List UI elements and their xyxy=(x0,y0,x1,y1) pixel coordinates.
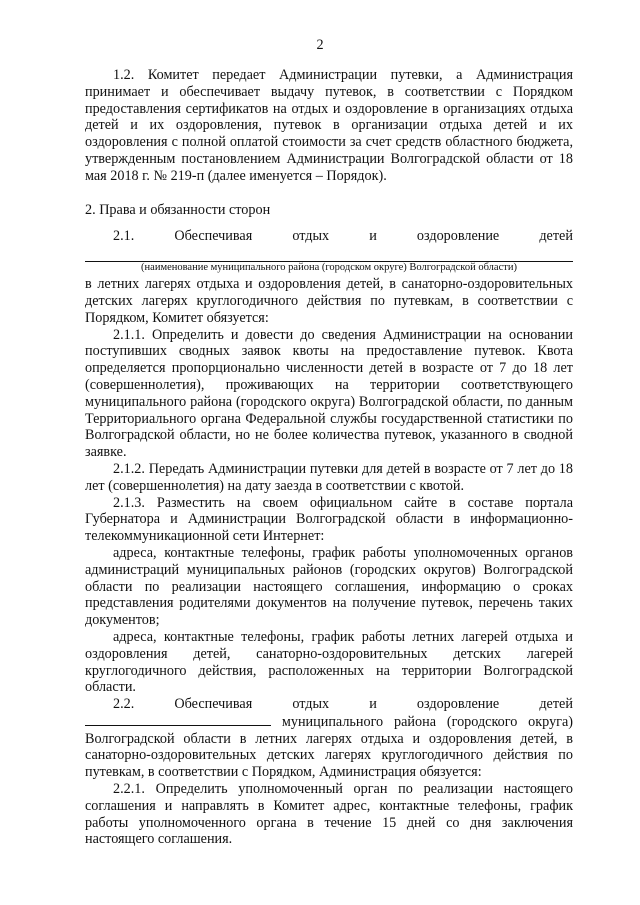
clause-2-2-word: и xyxy=(369,696,377,713)
paragraph-2-1-continuation: в летних лагерях отдыха и оздоровления детей, в санаторно-оздоровительных детских лагерях круглогодичного действия по путевкам, в соответствии с Порядком, Комитет обязуется: xyxy=(85,276,573,326)
section-heading-2: 2. Права и обязанности сторон xyxy=(85,201,271,218)
clause-2-2-opening-line xyxy=(85,696,573,713)
clause-2-1-word: и xyxy=(369,228,377,245)
paragraph-2-1-1: 2.1.1. Определить и довести до сведения Администрации на основании поступивших сводных заявок квоты на предоставление путевок. Квота определяется пропорционально численности детей в возрасте от 7 до 18 лет (совершеннолетия), проживающих на территории соответствующего муниципального района (городского округа) Волгоградской области, по данным Территориального органа Федеральной службы государственной статистики по Волгоградской области, но не более количества путевок, указанного в сводной заявке. xyxy=(85,326,573,461)
blank-caption: (наименование муниципального района (городском округе) Волгоградской области) xyxy=(141,262,517,274)
paragraph-2-1-2: 2.1.2. Передать Администрации путевки для детей в возрасте от 7 лет до 18 лет (совершеннолетия) на дату заезда в соответствии с квотой. xyxy=(85,460,573,494)
clause-2-1-opening-line xyxy=(85,228,573,245)
clause-2-2-word: 2.2. xyxy=(113,696,135,713)
paragraph-1-2: 1.2. Комитет передает Администрации путевки, а Администрация принимает и обеспечивает выдачу путевок, в соответствии с Порядком предоставления сертификатов на отдых и оздоровление в организациях отдыха детей и их оздоровления, путевок в организации отдыха детей и их оздоровления с полной оплатой стоимости за счет средств областного бюджета, утвержденным постановлением Администрации Волгоградской области от 18 мая 2018 г. № 219-п (далее именуется – Порядок). xyxy=(85,67,573,184)
page-number: 2 xyxy=(316,37,324,53)
clause-2-2-word: Обеспечивая xyxy=(174,696,253,713)
inline-fill-in-blank xyxy=(85,713,271,726)
paragraph-addresses-camps: адреса, контактные телефоны, график работы летних лагерей отдыха и оздоровления детей, санаторно-оздоровительных детских лагерей круглогодичного действия, расположенных на территории Волгоградской области. xyxy=(85,628,573,696)
paragraph-2-2-first-line-text: муниципального района (городского округа) xyxy=(281,713,573,730)
clause-2-2-word: детей xyxy=(539,696,573,713)
paragraph-2-2-continuation xyxy=(85,713,573,781)
document-body xyxy=(85,67,573,848)
paragraph-2-2-rest-text: Волгоградской области в летних лагерях отдыха и оздоровления детей, в санаторно-оздоровительных детских лагерях круглогодичного действия по путевкам, в соответствии с Порядком, Администрация обязуется: xyxy=(85,730,573,781)
clause-2-2-word: отдых xyxy=(292,696,330,713)
clause-2-1-word: отдых xyxy=(292,228,330,245)
paragraph-addresses-authorities: адреса, контактные телефоны, график работы уполномоченных органов администраций муниципальных районов (городских округов) Волгоградской области по реализации настоящего соглашения, информацию о сроках представления родителями документов на получение путевок, перечень таких документов; xyxy=(85,544,573,629)
paragraph-2-2-1: 2.2.1. Определить уполномоченный орган по реализации настоящего соглашения и направлять в Комитет адрес, контактные телефоны, график работы уполномоченного органа в течение 15 дней со дня заключения настоящего соглашения. xyxy=(85,781,573,848)
fill-in-blank-line xyxy=(85,247,573,262)
clause-2-1-word: 2.1. xyxy=(113,228,135,245)
clause-2-1-word: оздоровление xyxy=(416,228,500,245)
paragraph-2-1-3: 2.1.3. Разместить на своем официальном сайте в составе портала Губернатора и Администрации Волгоградской области в информационно-телекоммуникационной сети Интернет: xyxy=(85,494,573,545)
clause-2-2-word: оздоровление xyxy=(416,696,500,713)
clause-2-1-word: детей xyxy=(539,228,573,245)
clause-2-1-word: Обеспечивая xyxy=(174,228,253,245)
